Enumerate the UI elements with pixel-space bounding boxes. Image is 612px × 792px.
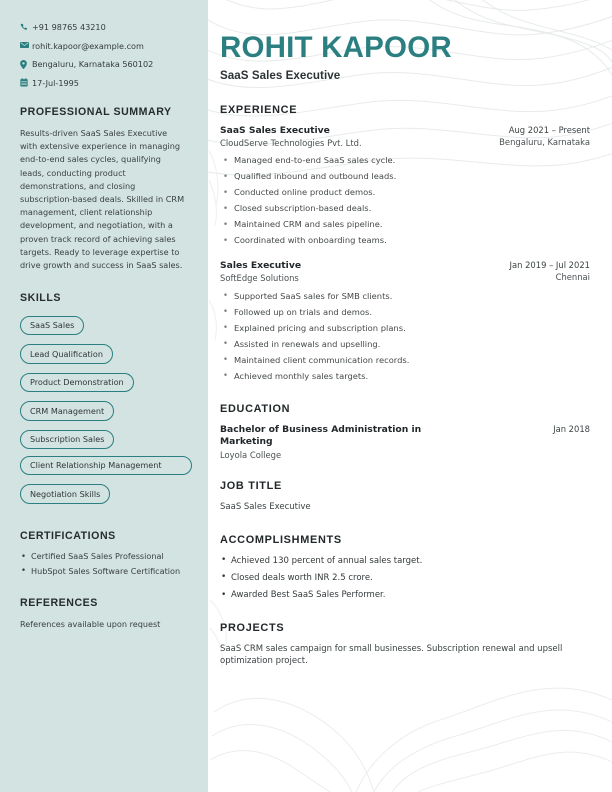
- education-entry: [220, 424, 590, 460]
- job-location: Bengaluru, Karnataka: [499, 136, 590, 147]
- references-text: References available upon request: [20, 619, 161, 630]
- list-item: • Followed up on trials and demos.: [220, 307, 590, 319]
- list-item: • Qualified inbound and outbound leads.: [220, 171, 590, 183]
- list-item: • Certified SaaS Sales Professional: [20, 551, 192, 562]
- list-item: • Assisted in renewals and upselling.: [220, 339, 590, 351]
- location-pin-icon: [20, 59, 32, 69]
- experience-entry-header: [220, 125, 590, 149]
- sidebar: [0, 0, 208, 792]
- experience-entry: [220, 260, 590, 382]
- contact-phone-text: +91 98765 43210: [32, 22, 106, 32]
- experience-entry: [220, 125, 590, 247]
- job-title-text: SaaS Sales Executive: [220, 501, 311, 512]
- contact-list: [20, 22, 192, 88]
- contact-item-location: [20, 59, 192, 69]
- certifications-list: [20, 551, 192, 577]
- list-item: • Closed subscription-based deals.: [220, 203, 590, 215]
- skill-pill[interactable]: Client Relationship Management: [20, 456, 192, 476]
- projects-heading: PROJECTS: [220, 621, 285, 634]
- list-item: • HubSpot Sales Software Certification: [20, 566, 192, 577]
- list-item: • Explained pricing and subscription plans.: [220, 323, 590, 335]
- phone-icon: [20, 22, 32, 31]
- job-bullet-list: [220, 155, 590, 247]
- job-date: Jan 2019 – Jul 2021: [509, 260, 590, 271]
- list-item: • Managed end-to-end SaaS sales cycle.: [220, 155, 590, 167]
- list-item: • Coordinated with onboarding teams.: [220, 235, 590, 247]
- experience-entry-header: [220, 260, 590, 284]
- job-title-heading: JOB TITLE: [220, 479, 282, 492]
- contact-email-text: rohit.kapoor@example.com: [32, 40, 144, 51]
- list-item: • Maintained client communication records.: [220, 355, 590, 367]
- skill-pill[interactable]: Product Demonstration: [20, 373, 134, 393]
- job-location: Chennai: [555, 272, 590, 283]
- skill-pill[interactable]: Lead Qualification: [20, 344, 113, 364]
- list-item: • Closed deals worth INR 2.5 crore.: [220, 572, 590, 584]
- professional-summary-text: Results-driven SaaS Sales Executive with extensive experience in managing end-to-end sales cycles, qualifying leads, conducting product demonstrations, and closing subscription-based deals. Skilled in CRM management, client relationship development, and negotiation, with a proven track record of achieving sales targets. Ready to leverage expertise to drive growth and success in SaaS sales.: [20, 127, 185, 270]
- candidate-role: SaaS Sales Executive: [220, 68, 341, 82]
- professional-summary-heading: PROFESSIONAL SUMMARY: [20, 105, 172, 118]
- calendar-icon: [20, 78, 32, 88]
- education-date: Jan 2018: [553, 423, 590, 434]
- accomplishments-heading: ACCOMPLISHMENTS: [220, 533, 342, 546]
- accomplishments-list: [220, 555, 590, 602]
- references-heading: REFERENCES: [20, 597, 98, 610]
- list-item: • Supported SaaS sales for SMB clients.: [220, 291, 590, 303]
- education-degree: Bachelor of Business Administration in Marketing: [220, 423, 422, 447]
- list-item: • Awarded Best SaaS Sales Performer.: [220, 589, 590, 601]
- contact-item-birthdate: [20, 78, 192, 88]
- contact-location-text: Bengaluru, Karnataka 560102: [32, 59, 154, 70]
- job-organization: SoftEdge Solutions: [220, 273, 299, 284]
- contact-item-email: [20, 41, 192, 51]
- education-school: Loyola College: [220, 449, 282, 460]
- list-item: • Achieved monthly sales targets.: [220, 371, 590, 383]
- main-content: [208, 0, 612, 792]
- job-title: SaaS Sales Executive: [220, 124, 330, 136]
- candidate-name: ROHIT KAPOOR: [220, 31, 452, 64]
- skill-pill[interactable]: Negotiation Skills: [20, 484, 110, 504]
- job-date: Aug 2021 – Present: [508, 124, 590, 135]
- list-item: • Achieved 130 percent of annual sales target.: [220, 555, 590, 567]
- skills-heading: SKILLS: [20, 292, 61, 305]
- list-item: • Conducted online product demos.: [220, 187, 590, 199]
- job-organization: CloudServe Technologies Pvt. Ltd.: [220, 137, 362, 148]
- projects-text: SaaS CRM sales campaign for small businesses. Subscription renewal and upsell optimization project.: [220, 643, 563, 667]
- job-bullet-list: [220, 291, 590, 383]
- skill-pill[interactable]: CRM Management: [20, 401, 114, 421]
- skills-list: [20, 313, 192, 510]
- certifications-heading: CERTIFICATIONS: [20, 530, 116, 543]
- list-item: • Maintained CRM and sales pipeline.: [220, 219, 590, 231]
- contact-birthdate-text: 17-Jul-1995: [32, 77, 79, 88]
- skill-pill[interactable]: SaaS Sales: [20, 316, 84, 336]
- contact-item-phone: [20, 22, 192, 32]
- job-title: Sales Executive: [220, 260, 302, 272]
- experience-heading: EXPERIENCE: [220, 103, 298, 116]
- email-icon: [20, 41, 32, 50]
- skill-pill[interactable]: Subscription Sales: [20, 430, 114, 450]
- education-heading: EDUCATION: [220, 402, 291, 415]
